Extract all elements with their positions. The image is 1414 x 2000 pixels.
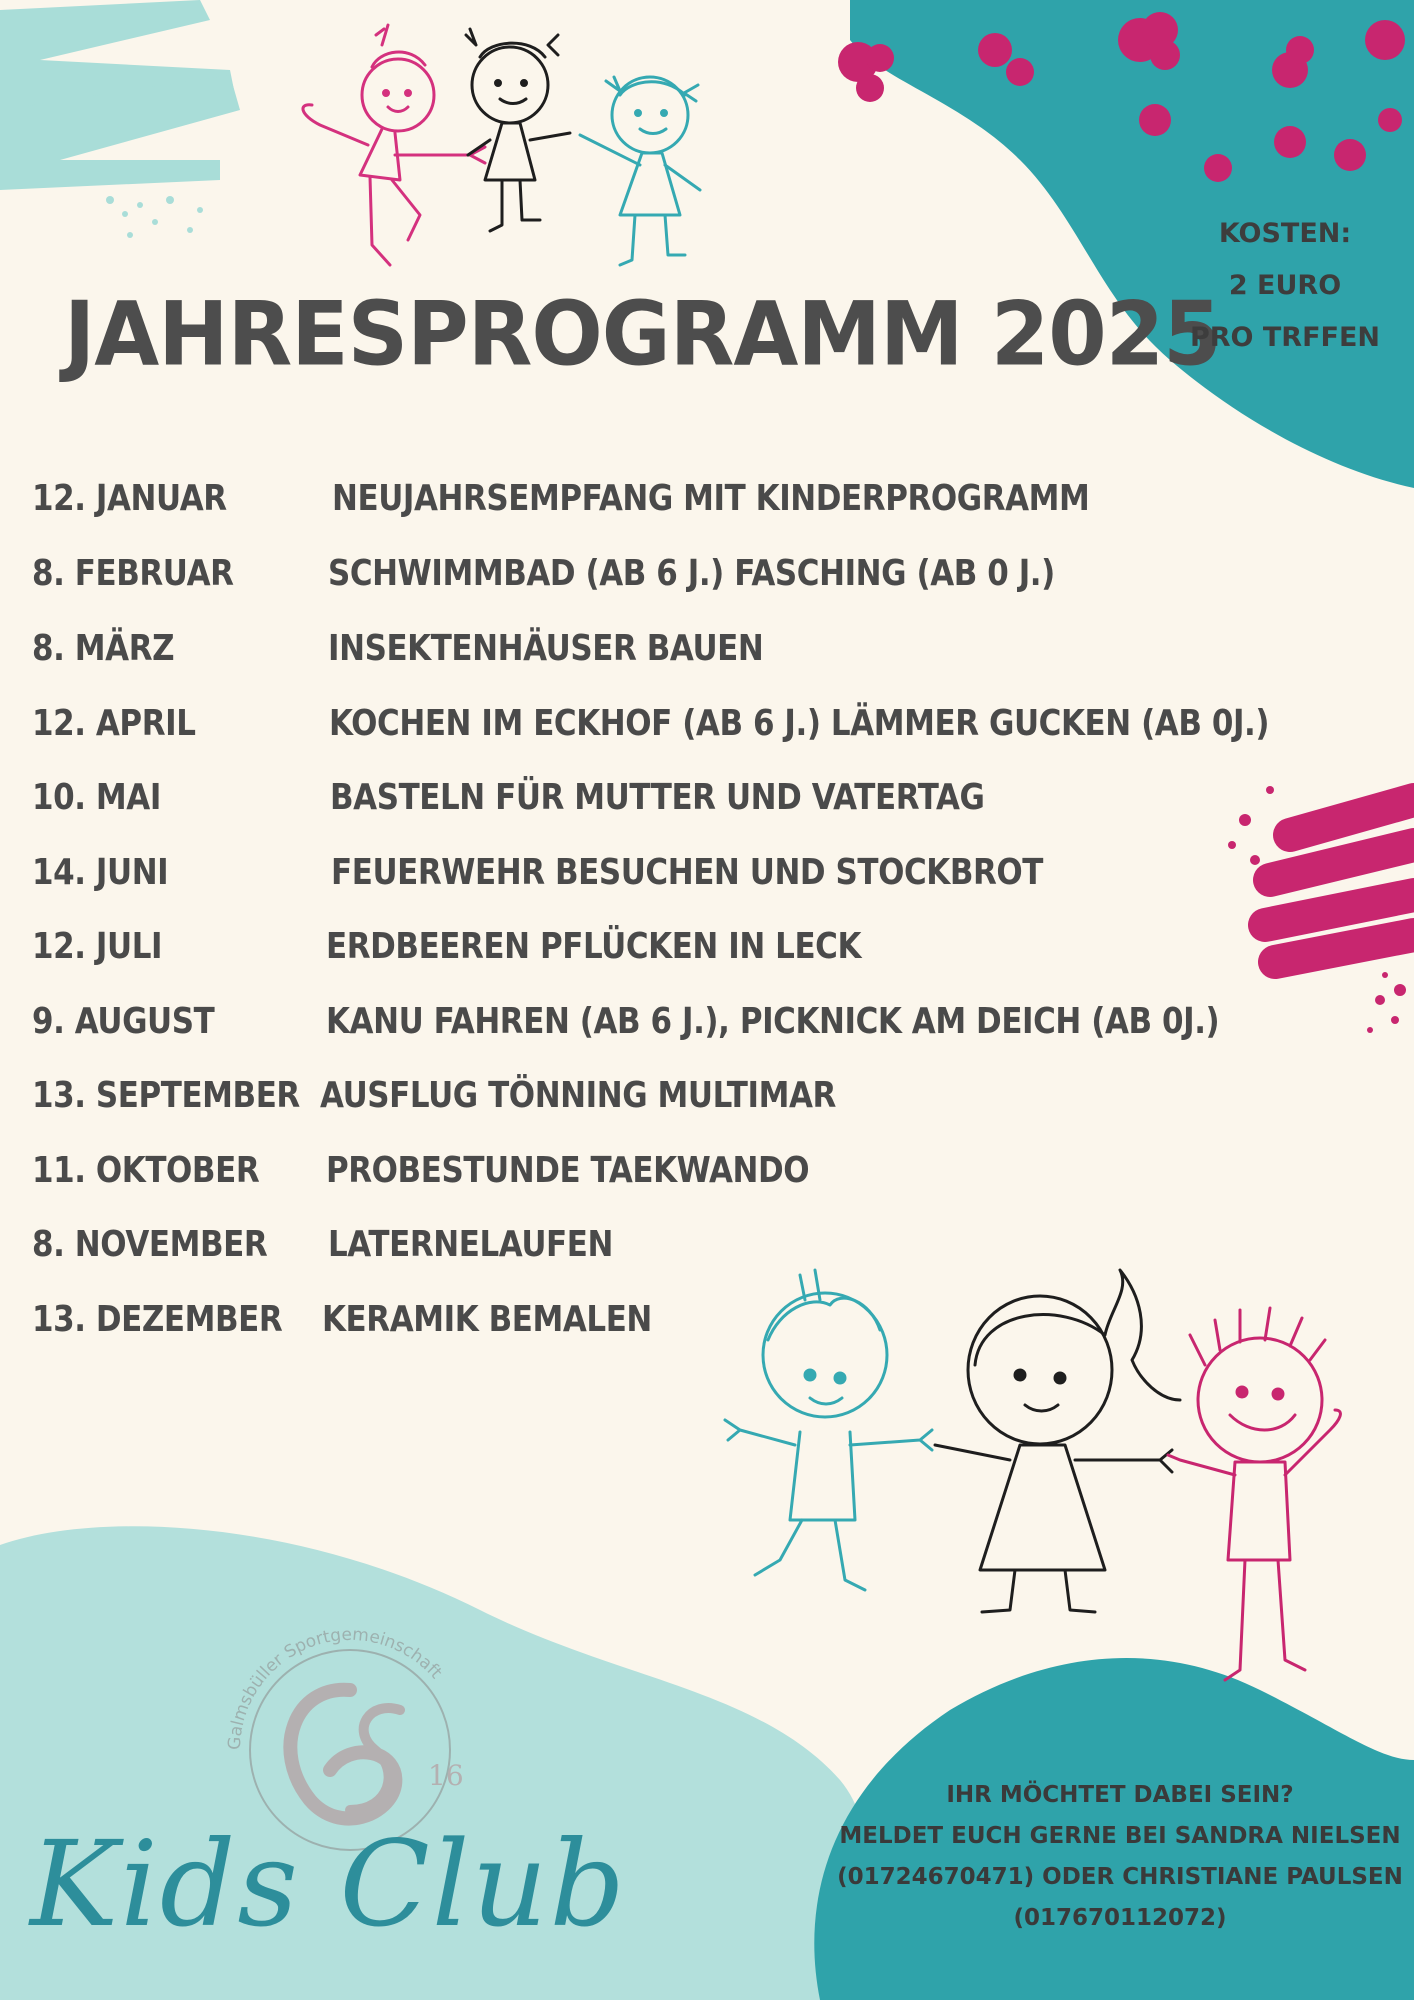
schedule-date: 12. JANUAR	[32, 478, 227, 519]
schedule-date: 9. AUGUST	[32, 1001, 215, 1042]
schedule-event: KOCHEN IM ECKHOF (AB 6 J.) LÄMMER GUCKEN (AB 0J.)	[329, 703, 1270, 744]
schedule-date: 13. SEPTEMBER	[32, 1075, 300, 1116]
contact-line-2: MELDET EUCH GERNE BEI SANDRA NIELSEN	[839, 1823, 1401, 1849]
schedule-date: 8. NOVEMBER	[32, 1224, 268, 1265]
schedule-date: 12. APRIL	[32, 703, 196, 744]
cost-unit: PRO TRFFEN	[1189, 322, 1381, 353]
schedule-date: 10. MAI	[32, 777, 161, 818]
cost-label: KOSTEN:	[1218, 218, 1352, 249]
schedule-event: INSEKTENHÄUSER BAUEN	[328, 628, 764, 669]
contact-line-1: IHR MÖCHTET DABEI SEIN?	[946, 1782, 1294, 1808]
schedule-event: ERDBEEREN PFLÜCKEN IN LECK	[326, 926, 862, 967]
boy-teal	[725, 1270, 932, 1590]
schedule-event: FEUERWEHR BESUCHEN UND STOCKBROT	[331, 852, 1044, 893]
schedule-event: PROBESTUNDE TAEKWANDO	[326, 1150, 810, 1191]
contact-info	[830, 1775, 1410, 1939]
kids-figures-bottom	[720, 1250, 1380, 1700]
schedule-date: 13. DEZEMBER	[32, 1299, 283, 1340]
schedule-event: AUSFLUG TÖNNING MULTIMAR	[320, 1075, 836, 1116]
cost-amount: 2 EURO	[1228, 270, 1342, 301]
girl-black	[935, 1270, 1180, 1612]
schedule-event: BASTELN FÜR MUTTER UND VATERTAG	[330, 777, 985, 818]
boy-magenta	[1168, 1308, 1340, 1680]
logo-ring-text: Galmsbüller Sportgemeinschaft	[224, 1624, 446, 1751]
schedule-date: 11. OKTOBER	[32, 1150, 260, 1191]
contact-line-3: (01724670471) ODER CHRISTIANE PAULSEN	[837, 1864, 1403, 1890]
schedule-event: KANU FAHREN (AB 6 J.), PICKNICK AM DEICH (AB 0J.)	[326, 1001, 1220, 1042]
contact-line-4: (017670112072)	[1013, 1905, 1227, 1931]
schedule-date: 12. JULI	[32, 926, 163, 967]
kid-pink	[303, 25, 485, 265]
schedule-event: LATERNELAUFEN	[328, 1224, 613, 1265]
schedule-date: 8. MÄRZ	[32, 628, 175, 669]
logo-number: 16	[428, 1759, 464, 1792]
kid-teal	[580, 77, 700, 265]
schedule-event: SCHWIMMBAD (AB 6 J.) FASCHING (AB 0 J.)	[328, 553, 1055, 594]
schedule-event: NEUJAHRSEMPFANG MIT KINDERPROGRAMM	[332, 478, 1090, 519]
cost-info	[1170, 208, 1400, 364]
light-teal-brush	[0, 0, 240, 238]
kid-black	[466, 29, 570, 231]
schedule-date: 8. FEBRUAR	[32, 553, 234, 594]
magenta-scribble	[1265, 800, 1414, 962]
schedule-event: KERAMIK BEMALEN	[322, 1299, 652, 1340]
page-title: JAHRESPROGRAMM 2025	[64, 282, 1221, 386]
brand-name: Kids Club	[30, 1815, 628, 1953]
schedule-date: 14. JUNI	[32, 852, 169, 893]
kids-figures-top	[280, 15, 760, 285]
